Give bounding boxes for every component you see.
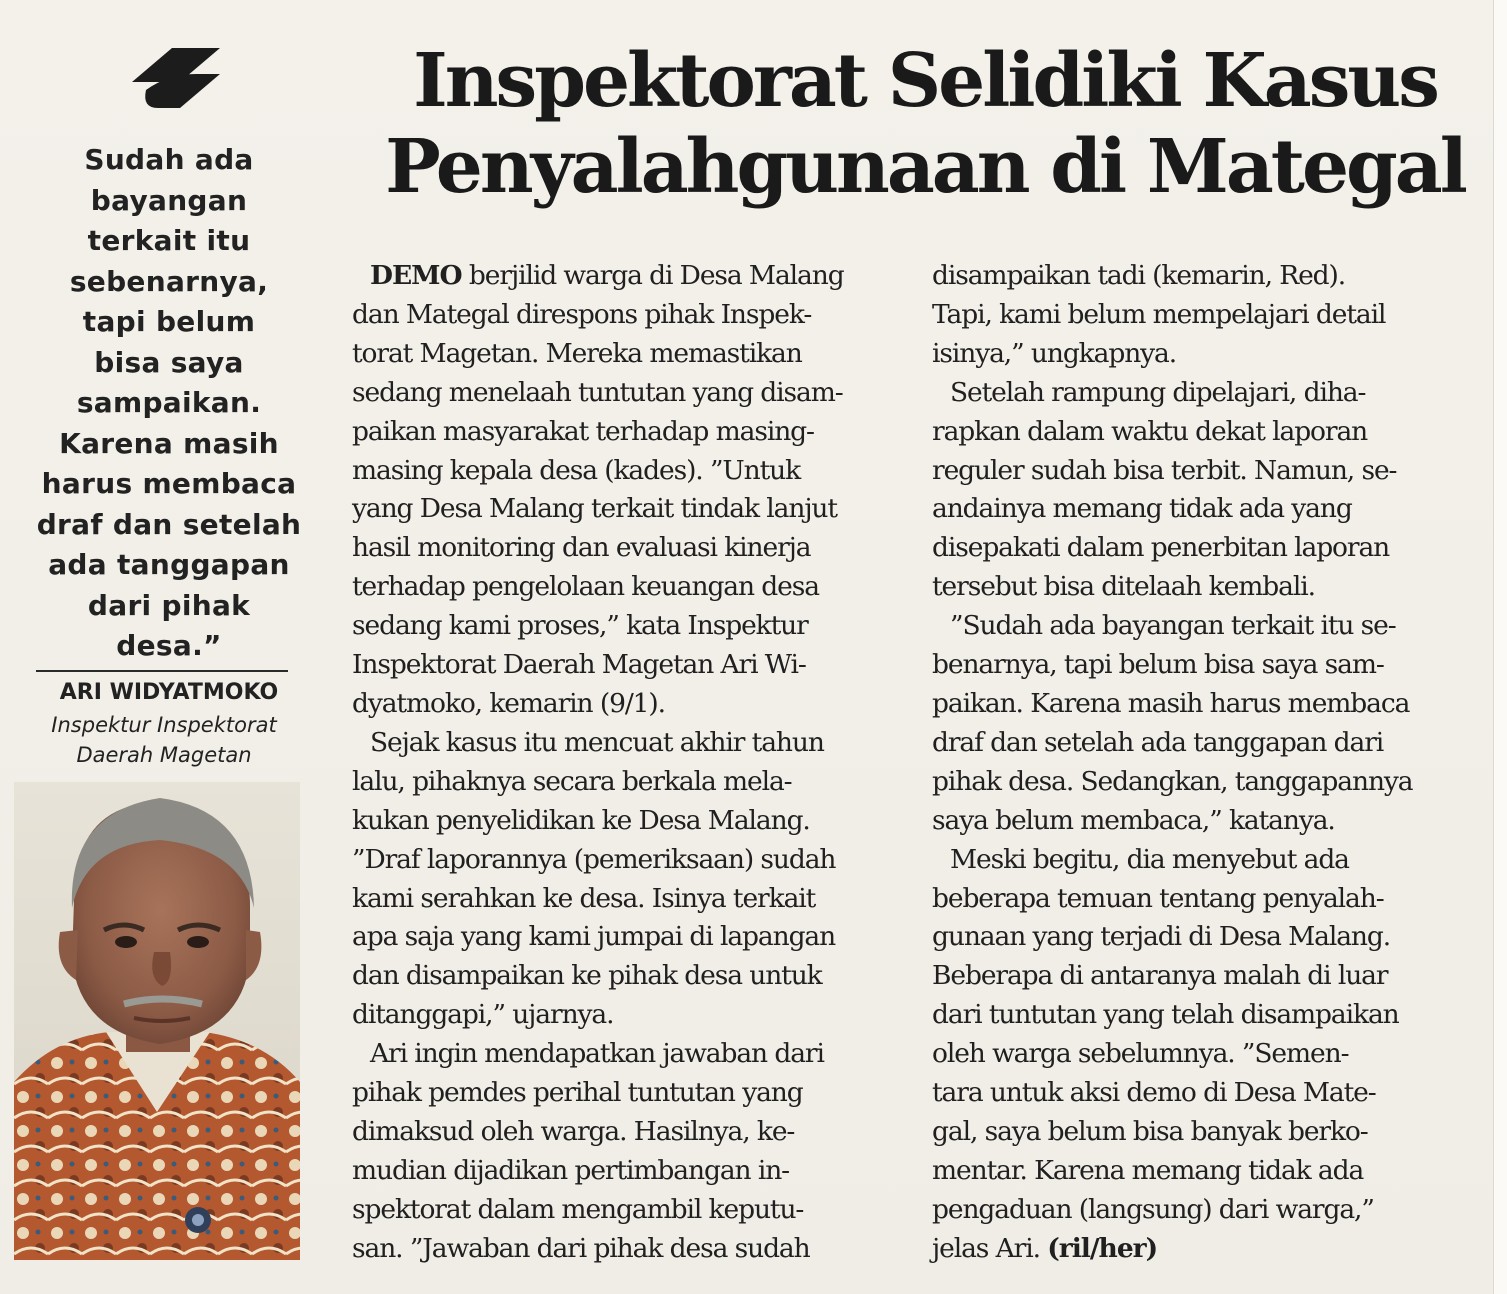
article-line: dan disampaikan ke pihak desa untuk <box>352 960 822 992</box>
article-line: paikan. Karena masih harus membaca <box>932 687 1410 719</box>
article-line: gal, saya belum bisa banyak berko- <box>932 1115 1368 1147</box>
article-line <box>932 1230 1487 1269</box>
pull-quote-line: Sudah ada <box>84 143 254 176</box>
article-line: spektorat dalam mengambil keputu- <box>352 1193 804 1225</box>
source-title-line-2: Daerah Magetan <box>76 743 252 767</box>
pull-quote-line: sampaikan. <box>76 386 262 419</box>
portrait-photo <box>14 782 300 1260</box>
source-title-line-1: Inspektur Inspektorat <box>51 713 277 737</box>
article-line: andainya memang tidak ada yang <box>932 493 1352 525</box>
pull-quote-divider <box>36 670 288 672</box>
article-line: sedang menelaah tuntutan yang disam- <box>352 376 843 408</box>
article-line: reguler sudah bisa terbit. Namun, se- <box>932 454 1397 486</box>
article-line: disepakati dalam penerbitan laporan <box>932 532 1390 564</box>
article-line: draf dan setelah ada tanggapan dari <box>932 726 1384 758</box>
article-line: kukan penyelidikan ke Desa Malang. <box>352 804 810 836</box>
article-line: dari tuntutan yang telah disampaikan <box>932 999 1399 1031</box>
article-line: dan Mategal direspons pihak Inspek- <box>352 298 812 330</box>
article-line: isinya,” ungkapnya. <box>932 337 1177 369</box>
article-line: gunaan yang terjadi di Desa Malang. <box>932 921 1391 953</box>
article-line: Setelah rampung dipelajari, diha- <box>950 376 1366 408</box>
article-line: Meski begitu, dia menyebut ada <box>950 843 1349 875</box>
article-line: rapkan dalam waktu dekat laporan <box>932 415 1368 447</box>
pull-quote-line: sebenarnya, <box>69 264 269 298</box>
article-line: hasil monitoring dan evaluasi kinerja <box>352 532 811 564</box>
article-line: sedang kami proses,” kata Inspektur <box>352 610 808 642</box>
article-line: disampaikan tadi (kemarin, Red). <box>932 260 1346 291</box>
article-line: ”Sudah ada bayangan terkait itu se- <box>950 610 1396 642</box>
article-line: pihak desa. Sedangkan, tanggapannya <box>932 765 1413 797</box>
quote-source-title <box>14 710 314 770</box>
article-line: kami serahkan ke desa. Isinya terkait <box>352 882 816 914</box>
article-line: mudian dijadikan pertimbangan in- <box>352 1154 790 1186</box>
headline-line-2: Penyalahgunaan di Mategal <box>385 124 1465 210</box>
article-line: pengaduan (langsung) dari warga,” <box>932 1193 1374 1225</box>
article-line: terhadap pengelolaan keuangan desa <box>352 571 819 603</box>
article-line: saya belum membaca,” katanya. <box>932 804 1335 836</box>
article-column-2 <box>932 257 1487 1269</box>
article-line <box>352 257 904 296</box>
pull-quote-line: dari pihak <box>87 588 251 622</box>
pull-quote-line: bisa saya <box>94 345 244 379</box>
article-line: Ari ingin mendapatkan jawaban dari <box>370 1038 824 1070</box>
page-edge <box>1493 0 1507 1294</box>
article-line: beberapa temuan tentang penyalah- <box>932 882 1384 914</box>
article-line: lalu, pihaknya secara berkala mela- <box>352 765 792 797</box>
article-line: apa saja yang kami jumpai di lapangan <box>352 921 836 953</box>
article-line: tersebut bisa ditelaah kembali. <box>932 571 1315 603</box>
article-line: dimaksud oleh warga. Hasilnya, ke- <box>352 1115 795 1147</box>
pull-quote-line: harus membaca <box>41 467 297 500</box>
article-lead-word: DEMO <box>370 260 462 291</box>
article-byline: (ril/her) <box>1047 1232 1158 1264</box>
article-line: ditanggapi,” ujarnya. <box>352 999 614 1031</box>
pull-quote-line: Karena masih <box>59 426 279 460</box>
pull-quote-line: draf dan setelah <box>36 507 302 541</box>
pull-quote-line: bayangan <box>90 183 248 217</box>
article-line: Sejak kasus itu mencuat akhir tahun <box>370 726 824 758</box>
publication-logo-icon <box>128 44 224 116</box>
pull-quote-line: ada tanggapan <box>48 548 290 581</box>
article-line: mentar. Karena memang tidak ada <box>932 1154 1364 1186</box>
pull-quote <box>24 140 314 667</box>
article-line: san. ”Jawaban dari pihak desa sudah <box>352 1232 810 1264</box>
pull-quote-line: tapi belum <box>82 305 256 338</box>
headline-line-1: Inspektorat Selidiki Kasus <box>413 38 1437 124</box>
article-line: pihak pemdes perihal tuntutan yang <box>352 1077 803 1109</box>
pull-quote-line: terkait itu <box>87 224 251 257</box>
article-line: Inspektorat Daerah Magetan Ari Wi- <box>352 649 806 681</box>
article-line: oleh warga sebelumnya. ”Semen- <box>932 1038 1349 1070</box>
quote-source-name: ARI WIDYATMOKO <box>59 680 279 705</box>
pull-quote-line: desa.” <box>116 629 222 662</box>
article-line: masing kepala desa (kades). ”Untuk <box>352 454 801 486</box>
article-line: dyatmoko, kemarin (9/1). <box>352 687 665 719</box>
article-line: Beberapa di antaranya malah di luar <box>932 960 1388 992</box>
article-line: tara untuk aksi demo di Desa Mate- <box>932 1077 1376 1109</box>
article-line: benarnya, tapi belum bisa saya sam- <box>932 649 1384 681</box>
article-line: torat Magetan. Mereka memastikan <box>352 337 802 369</box>
article-line-text: jelas Ari. <box>932 1232 1048 1264</box>
article-column-1 <box>352 257 904 1269</box>
article-line: paikan masyarakat terhadap masing- <box>352 415 814 447</box>
article-line: ”Draf laporannya (pemeriksaan) sudah <box>352 843 836 875</box>
article-headline <box>380 38 1470 210</box>
article-line-text: berjilid warga di Desa Malang <box>461 260 844 291</box>
article-line: yang Desa Malang terkait tindak lanjut <box>352 493 837 525</box>
article-line: Tapi, kami belum mempelajari detail <box>932 298 1386 330</box>
